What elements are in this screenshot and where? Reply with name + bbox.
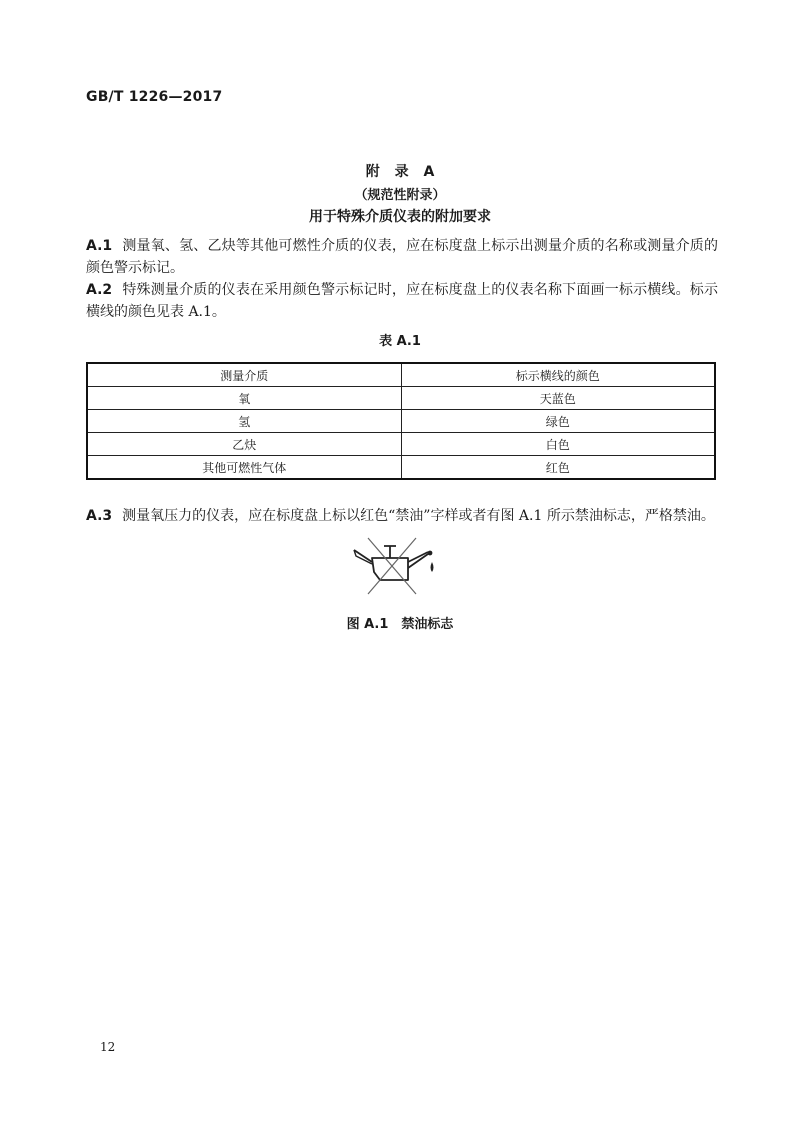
clause-text: 测量氧、氢、乙炔等其他可燃性介质的仪表，应在标度盘上标示出测量介质的名称或测量介质的颜色警示标记。	[86, 238, 718, 276]
clause-number: A.1	[86, 238, 113, 254]
table-row	[87, 456, 715, 480]
clause-a1	[86, 235, 718, 279]
column-header-medium: 测量介质	[87, 363, 401, 387]
table-header-row	[87, 363, 715, 387]
column-header-color: 标示横线的颜色	[401, 363, 715, 387]
clause-number: A.2	[86, 282, 113, 298]
table-row	[87, 387, 715, 410]
page-number: 12	[100, 1040, 116, 1054]
color-cell: 绿色	[401, 410, 715, 433]
figure-caption: 图 A.1 禁油标志	[346, 617, 454, 632]
table-row	[87, 433, 715, 456]
medium-color-table	[86, 362, 716, 480]
clause-text: 特殊测量介质的仪表在采用颜色警示标记时，应在标度盘上的仪表名称下面画一标示横线。标示横线的颜色见表 A.1。	[86, 282, 718, 320]
clause-number: A.3	[86, 508, 113, 524]
clause-a2	[86, 279, 718, 323]
color-cell: 天蓝色	[401, 387, 715, 410]
annex-kind: （规范性附录）	[354, 188, 446, 203]
no-oil-icon	[346, 532, 446, 602]
clause-a3	[86, 505, 718, 527]
color-cell: 红色	[401, 456, 715, 480]
medium-cell: 其他可燃性气体	[87, 456, 401, 480]
table-caption: 表 A.1	[379, 334, 421, 349]
clause-text: 测量氧压力的仪表，应在标度盘上标以红色“禁油”字样或者有图 A.1 所示禁油标志，严格禁油。	[122, 508, 715, 524]
annex-title: 用于特殊介质仪表的附加要求	[309, 209, 491, 225]
annex-label: 附 录 A	[365, 164, 435, 180]
color-cell: 白色	[401, 433, 715, 456]
table-row	[87, 410, 715, 433]
medium-cell: 氧	[87, 387, 401, 410]
medium-cell: 乙炔	[87, 433, 401, 456]
medium-cell: 氢	[87, 410, 401, 433]
standard-code: GB/T 1226—2017	[86, 89, 223, 105]
